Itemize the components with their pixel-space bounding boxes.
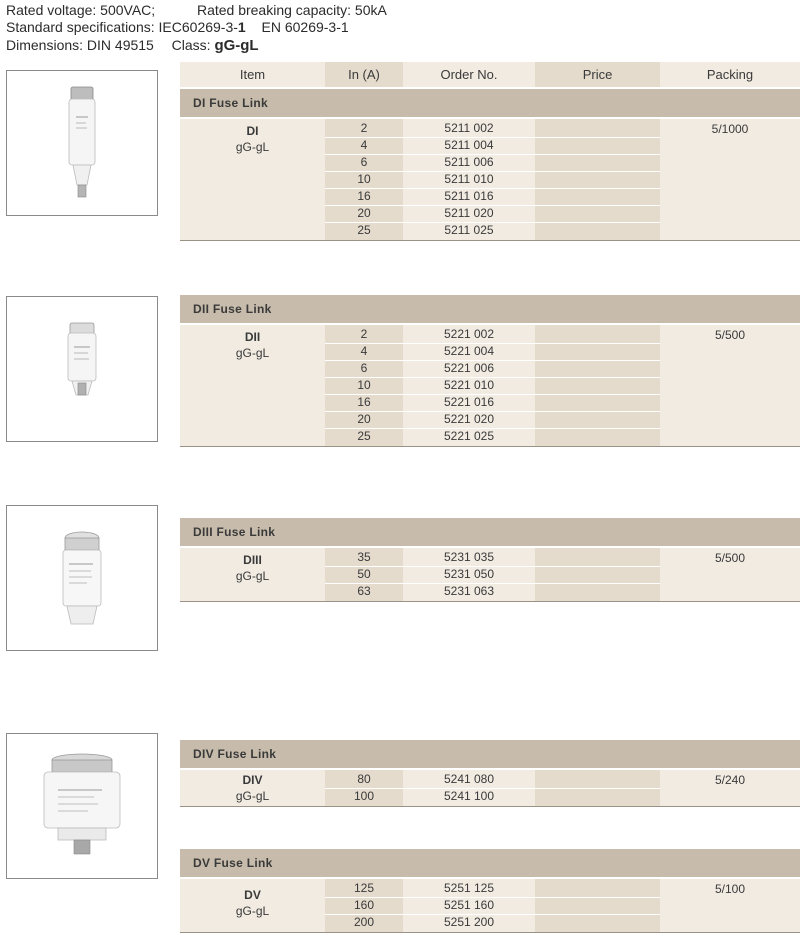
in-cell: 16	[357, 395, 371, 409]
group-table-dii	[180, 325, 800, 447]
table-row	[180, 120, 800, 137]
order-cell: 5241 100	[443, 789, 495, 803]
table-row	[180, 137, 800, 154]
in-cell: 160	[353, 898, 375, 912]
breaking-capacity-text: Rated breaking capacity: 50kA	[196, 2, 387, 18]
order-cell: 5211 002	[444, 121, 494, 135]
table-row	[180, 377, 800, 394]
fuse-diii-photo-icon	[6, 505, 158, 651]
item-name: DIV	[242, 773, 263, 787]
order-cell: 5221 004	[443, 344, 495, 358]
order-cell: 5221 020	[443, 412, 495, 426]
packing-cell: 5/100	[714, 882, 746, 896]
item-class: gG-gL	[235, 140, 270, 154]
group-table-div	[180, 770, 800, 807]
in-cell: 4	[360, 344, 368, 358]
table-row	[180, 188, 800, 205]
table-row	[180, 914, 800, 931]
class-label: Class:	[171, 37, 211, 53]
table-row	[180, 343, 800, 360]
order-cell: 5221 002	[443, 327, 495, 341]
in-cell: 6	[360, 361, 368, 375]
group-band-diii	[180, 518, 800, 546]
dimensions-text: Dimensions: DIN 49515	[6, 37, 154, 53]
table-row	[180, 897, 800, 914]
in-cell: 50	[357, 567, 371, 581]
in-cell: 25	[357, 429, 371, 443]
in-cell: 63	[357, 584, 371, 598]
order-cell: 5211 004	[444, 138, 494, 152]
in-cell: 125	[353, 881, 375, 895]
in-cell: 4	[360, 138, 368, 152]
group-title: DII Fuse Link	[193, 302, 272, 316]
order-cell: 5231 035	[443, 550, 495, 564]
spec-line-dimensions	[6, 37, 259, 54]
column-price: Price	[582, 67, 613, 82]
column-in: In (A)	[348, 67, 380, 82]
order-cell: 5211 025	[444, 223, 494, 237]
in-cell: 20	[357, 412, 371, 426]
order-cell: 5241 080	[443, 772, 495, 786]
group-band-dv	[180, 849, 800, 877]
class-value: gG-gL	[214, 37, 259, 54]
in-cell: 2	[360, 121, 368, 135]
order-cell: 5221 010	[443, 378, 495, 392]
table-row	[180, 360, 800, 377]
group-table-dv	[180, 879, 800, 933]
packing-cell: 5/500	[714, 551, 746, 565]
group-title: DI Fuse Link	[193, 96, 268, 110]
item-class: gG-gL	[235, 569, 270, 583]
rated-voltage-text: Rated voltage: 500VAC;	[6, 2, 156, 18]
order-cell: 5221 025	[443, 429, 495, 443]
table-row	[180, 326, 800, 343]
in-cell: 10	[357, 172, 371, 186]
item-class: gG-gL	[235, 904, 270, 918]
in-cell: 2	[360, 327, 368, 341]
packing-cell: 5/500	[714, 328, 746, 342]
table-row	[180, 154, 800, 171]
fuse-div-dv-photo-icon	[6, 733, 158, 879]
en-spec-text: EN 60269-3-1	[261, 19, 349, 35]
item-name: DI	[246, 124, 259, 138]
in-cell: 10	[357, 378, 371, 392]
in-cell: 200	[353, 915, 375, 929]
item-class: gG-gL	[235, 346, 270, 360]
packing-cell: 5/240	[714, 773, 746, 787]
table-row	[180, 205, 800, 222]
table-row	[180, 880, 800, 897]
table-row	[180, 411, 800, 428]
table-row	[180, 549, 800, 566]
order-cell: 5251 200	[443, 915, 495, 929]
column-order-no: Order No.	[440, 67, 498, 82]
table-row	[180, 428, 800, 445]
order-cell: 5251 160	[443, 898, 495, 912]
column-packing: Packing	[706, 67, 754, 82]
table-row	[180, 394, 800, 411]
item-name: DIII	[243, 553, 262, 567]
group-title: DIV Fuse Link	[193, 747, 277, 761]
in-cell: 25	[357, 223, 371, 237]
standard-spec-part: 1	[237, 19, 246, 35]
item-name: DII	[244, 330, 261, 344]
in-cell: 6	[360, 155, 368, 169]
in-cell: 100	[353, 789, 375, 803]
order-cell: 5221 006	[443, 361, 495, 375]
order-cell: 5211 010	[444, 172, 494, 186]
spec-line-voltage	[6, 2, 387, 18]
standard-spec-text: Standard specifications: IEC60269-3-	[6, 19, 238, 35]
group-title: DIII Fuse Link	[193, 525, 276, 539]
in-cell: 16	[357, 189, 371, 203]
item-class: gG-gL	[235, 789, 270, 803]
table-row	[180, 788, 800, 805]
in-cell: 20	[357, 206, 371, 220]
table-row	[180, 583, 800, 600]
table-row	[180, 222, 800, 239]
order-cell: 5211 020	[444, 206, 494, 220]
order-cell: 5211 006	[444, 155, 494, 169]
group-title: DV Fuse Link	[193, 856, 273, 870]
order-cell: 5231 050	[443, 567, 495, 581]
table-row	[180, 566, 800, 583]
order-cell: 5251 125	[443, 881, 495, 895]
in-cell: 35	[357, 550, 371, 564]
order-cell: 5221 016	[443, 395, 495, 409]
table-row	[180, 771, 800, 788]
group-table-diii	[180, 548, 800, 602]
in-cell: 80	[357, 772, 371, 786]
group-band-div	[180, 740, 800, 768]
spec-line-standards	[6, 19, 349, 35]
packing-cell: 5/1000	[711, 122, 749, 136]
table-row	[180, 171, 800, 188]
item-name: DV	[244, 888, 261, 902]
order-cell: 5231 063	[443, 584, 495, 598]
group-band-di	[180, 89, 800, 117]
group-band-dii	[180, 295, 800, 323]
order-cell: 5211 016	[444, 189, 494, 203]
group-table-di	[180, 119, 800, 241]
fuse-dii-photo-icon	[6, 296, 158, 442]
fuse-di-photo-icon	[6, 70, 158, 216]
column-item: Item	[239, 67, 266, 82]
